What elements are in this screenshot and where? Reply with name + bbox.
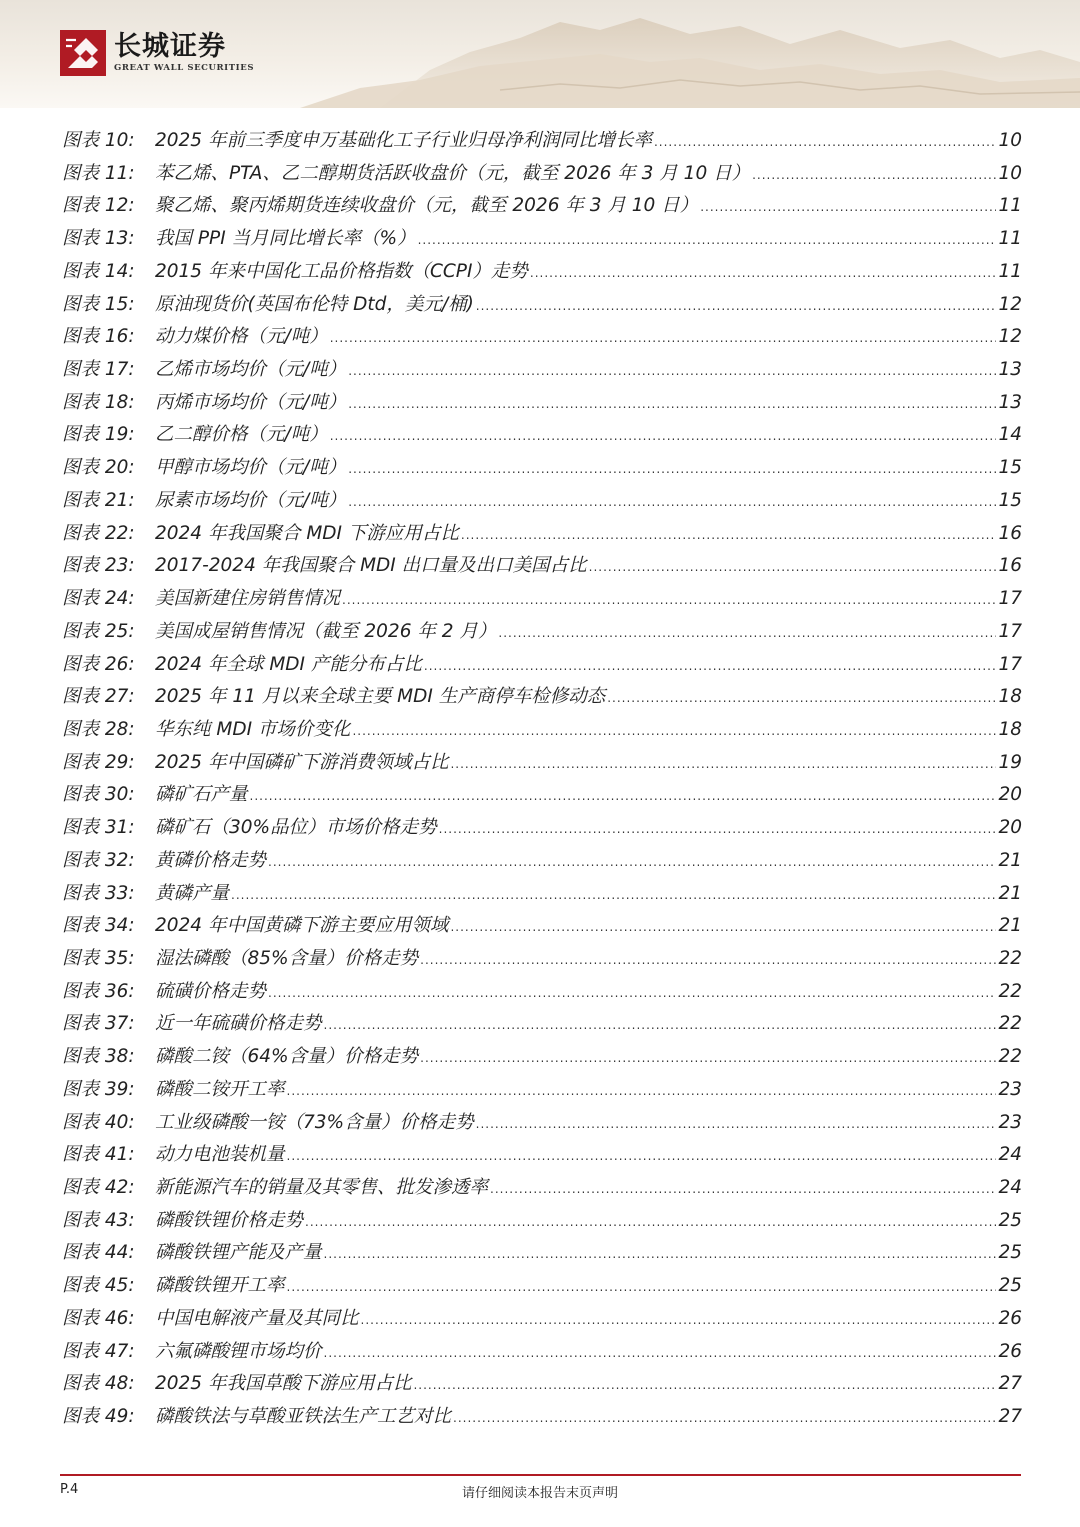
toc-page-number: 22 [998, 980, 1022, 1002]
page-header [0, 0, 1080, 108]
toc-leader-dots [324, 1009, 997, 1042]
toc-entry[interactable] [62, 354, 1022, 387]
toc-leader-dots [439, 813, 997, 846]
toc-figure-label: 图表 21: [62, 489, 135, 511]
toc-leader-dots [361, 1304, 997, 1337]
toc-entry[interactable] [62, 1139, 1022, 1172]
toc-leader-dots [348, 388, 996, 421]
toc-page-number: 11 [998, 195, 1022, 217]
toc-leader-dots [498, 617, 996, 650]
toc-figure-title: 华东纯 MDI 市场价变化 [155, 718, 351, 740]
toc-leader-dots [700, 191, 996, 224]
toc-leader-dots [490, 1173, 996, 1206]
toc-entry[interactable] [62, 452, 1022, 485]
toc-leader-dots [530, 257, 997, 290]
toc-entry[interactable] [62, 910, 1022, 943]
toc-page-number: 12 [998, 326, 1022, 348]
company-logo [60, 30, 254, 76]
toc-figure-label: 图表 16: [62, 326, 135, 348]
toc-figure-title: 六氟磷酸锂市场均价 [155, 1340, 322, 1362]
toc-figure-title: 美国新建住房销售情况 [155, 588, 341, 610]
toc-entry[interactable] [62, 518, 1022, 551]
toc-entry[interactable] [62, 878, 1022, 911]
toc-leader-dots [450, 748, 996, 781]
footer-divider [60, 1474, 1021, 1476]
toc-figure-label: 图表 25: [62, 620, 135, 642]
toc-entry[interactable] [62, 289, 1022, 322]
toc-leader-dots [589, 551, 997, 584]
toc-figure-title: 动力煤价格（元/吨） [155, 326, 328, 348]
page-number: P.4 [60, 1482, 79, 1497]
toc-figure-label: 图表 29: [62, 751, 135, 773]
toc-page-number: 25 [998, 1242, 1022, 1264]
toc-entry[interactable] [62, 1270, 1022, 1303]
toc-page-number: 22 [998, 947, 1022, 969]
toc-leader-dots [607, 682, 996, 715]
toc-entry[interactable] [62, 845, 1022, 878]
toc-entry[interactable] [62, 387, 1022, 420]
toc-leader-dots [305, 1206, 996, 1239]
toc-figure-title: 2024 年全球 MDI 产能分布占比 [155, 653, 422, 675]
toc-leader-dots [348, 486, 996, 519]
toc-figure-label: 图表 20: [62, 457, 135, 479]
toc-figure-title: 丙烯市场均价（元/吨） [155, 391, 347, 413]
toc-page-number: 15 [998, 457, 1022, 479]
toc-figure-title: 黄磷产量 [155, 882, 230, 904]
toc-figure-label: 图表 15: [62, 293, 135, 315]
toc-page-number: 20 [998, 784, 1022, 806]
toc-figure-title: 美国成屋销售情况（截至 2026 年 2 月） [155, 620, 497, 642]
toc-figure-title: 2024 年我国聚合 MDI 下游应用占比 [155, 522, 459, 544]
toc-leader-dots [287, 1140, 997, 1173]
toc-leader-dots [268, 846, 996, 879]
toc-leader-dots [352, 715, 996, 748]
toc-leader-dots [231, 879, 996, 912]
toc-page-number: 26 [998, 1307, 1022, 1329]
toc-figure-title: 湿法磷酸（85%含量）价格走势 [155, 947, 419, 969]
toc-figure-label: 图表 42: [62, 1177, 135, 1198]
toc-figure-label: 图表 36: [62, 980, 135, 1002]
toc-entry[interactable] [62, 714, 1022, 747]
toc-page-number: 24 [998, 1144, 1022, 1166]
toc-figure-label: 图表 14: [62, 260, 135, 282]
toc-page-number: 17 [998, 653, 1022, 675]
toc-leader-dots [413, 1369, 996, 1402]
toc-entry[interactable] [62, 223, 1022, 256]
toc-figure-label: 图表 23: [62, 555, 135, 577]
toc-entry[interactable] [62, 125, 1022, 158]
toc-figure-label: 图表 48: [62, 1373, 135, 1395]
toc-page-number: 21 [998, 915, 1022, 937]
toc-leader-dots [324, 1337, 997, 1370]
toc-figure-title: 磷矿石产量 [155, 784, 248, 806]
toc-figure-title: 尿素市场均价（元/吨） [155, 489, 347, 511]
toc-figure-title: 甲醇市场均价（元/吨） [155, 457, 347, 479]
toc-entry[interactable] [62, 321, 1022, 354]
toc-leader-dots [324, 1238, 997, 1271]
toc-entry[interactable] [62, 485, 1022, 518]
toc-page-number: 27 [998, 1373, 1022, 1395]
toc-entry[interactable] [62, 583, 1022, 616]
toc-figure-title: 2017-2024 年我国聚合 MDI 出口量及出口美国占比 [155, 555, 587, 577]
toc-leader-dots [287, 1271, 997, 1304]
toc-figure-title: 聚乙烯、聚丙烯期货连续收盘价（元，截至 2026 年 3 月 10 日） [155, 195, 699, 217]
toc-figure-label: 图表 30: [62, 784, 135, 806]
toc-page-number: 20 [998, 817, 1022, 839]
toc-figure-label: 图表 43: [62, 1209, 135, 1231]
toc-figure-title: 2015 年来中国化工品价格指数（CCPI）走势 [155, 260, 528, 282]
toc-entry[interactable] [62, 747, 1022, 780]
toc-figure-label: 图表 46: [62, 1307, 135, 1329]
toc-figure-title: 乙烯市场均价（元/吨） [155, 359, 347, 381]
toc-entry[interactable] [62, 158, 1022, 191]
toc-figure-title: 磷酸铁锂产能及产量 [155, 1242, 322, 1264]
toc-figure-label: 图表 34: [62, 915, 135, 937]
toc-figure-label: 图表 49: [62, 1406, 135, 1428]
toc-entry[interactable] [62, 1401, 1022, 1434]
toc-page-number: 10 [998, 162, 1022, 184]
toc-entry[interactable] [62, 1336, 1022, 1369]
toc-figure-label: 图表 18: [62, 391, 135, 413]
toc-figure-label: 图表 22: [62, 522, 135, 544]
footer-disclaimer: 请仔细阅读本报告末页声明 [461, 1486, 618, 1501]
toc-leader-dots [476, 1108, 997, 1141]
toc-page-number: 18 [998, 686, 1022, 708]
toc-page-number: 13 [998, 359, 1022, 381]
toc-page-number: 17 [998, 620, 1022, 642]
toc-figure-title: 2025 年我国草酸下游应用占比 [155, 1373, 412, 1395]
toc-figure-title: 动力电池装机量 [155, 1144, 285, 1166]
toc-entry[interactable] [62, 649, 1022, 682]
toc-figure-title: 磷酸铁法与草酸亚铁法生产工艺对比 [155, 1406, 452, 1428]
toc-leader-dots [461, 519, 997, 552]
toc-leader-dots [342, 584, 996, 617]
toc-figure-title: 乙二醇价格（元/吨） [155, 424, 328, 446]
toc-page-number: 21 [998, 849, 1022, 871]
toc-entry[interactable] [62, 1041, 1022, 1074]
toc-figure-label: 图表 44: [62, 1242, 135, 1264]
toc-entry[interactable] [62, 1303, 1022, 1336]
toc-figure-label: 图表 45: [62, 1275, 135, 1297]
toc-figure-title: 我国 PPI 当月同比增长率（%） [155, 228, 416, 250]
toc-page-number: 22 [998, 1046, 1022, 1068]
toc-entry[interactable] [62, 1008, 1022, 1041]
toc-leader-dots [287, 1075, 997, 1108]
toc-page-number: 11 [998, 228, 1022, 250]
toc-page-number: 10 [998, 130, 1022, 151]
toc-leader-dots [330, 420, 997, 453]
toc-figure-label: 图表 35: [62, 947, 135, 969]
toc-figure-title: 中国电解液产量及其同比 [155, 1307, 359, 1329]
toc-page-number: 25 [998, 1275, 1022, 1297]
toc-entry[interactable] [62, 943, 1022, 976]
toc-entry[interactable] [62, 1368, 1022, 1401]
toc-leader-dots [420, 1042, 996, 1075]
toc-entry[interactable] [62, 550, 1022, 583]
toc-page-number: 13 [998, 391, 1022, 413]
toc-page-number: 12 [998, 293, 1022, 315]
toc-leader-dots [654, 126, 996, 159]
toc-figure-label: 图表 24: [62, 588, 135, 610]
toc-figure-label: 图表 37: [62, 1013, 135, 1035]
toc-entry[interactable] [62, 190, 1022, 223]
toc-figure-title: 2025 年前三季度申万基础化工子行业归母净利润同比增长率 [155, 130, 652, 151]
toc-figure-title: 磷矿石（30%品位）市场价格走势 [155, 817, 437, 839]
toc-figure-label: 图表 19: [62, 424, 135, 446]
toc-entry[interactable] [62, 681, 1022, 714]
toc-leader-dots [450, 911, 996, 944]
toc-figure-title: 磷酸二铵（64%含量）价格走势 [155, 1046, 419, 1068]
toc-page-number: 16 [998, 555, 1022, 577]
toc-figure-title: 磷酸铁锂开工率 [155, 1275, 285, 1297]
toc-entry[interactable] [62, 1074, 1022, 1107]
toc-figure-title: 2024 年中国黄磷下游主要应用领域 [155, 915, 449, 937]
toc-page-number: 15 [998, 489, 1022, 511]
toc-entry[interactable] [62, 812, 1022, 845]
logo-chinese-name: 长城证券 [114, 31, 226, 62]
toc-page-number: 21 [998, 882, 1022, 904]
toc-figure-label: 图表 26: [62, 653, 135, 675]
toc-page-number: 23 [998, 1111, 1022, 1133]
toc-figure-label: 图表 27: [62, 686, 135, 708]
toc-entry[interactable] [62, 616, 1022, 649]
toc-page-number: 27 [998, 1406, 1022, 1428]
toc-figure-title: 磷酸铁锂价格走势 [155, 1209, 304, 1231]
toc-leader-dots [752, 159, 996, 192]
toc-figure-label: 图表 10: [62, 130, 135, 151]
toc-entry[interactable] [62, 1107, 1022, 1140]
toc-figure-label: 图表 32: [62, 849, 135, 871]
toc-page-number: 17 [998, 588, 1022, 610]
toc-entry[interactable] [62, 976, 1022, 1009]
toc-entry[interactable] [62, 256, 1022, 289]
toc-figure-title: 2025 年 11 月以来全球主要 MDI 生产商停车检修动态 [155, 686, 606, 708]
toc-figure-label: 图表 28: [62, 718, 135, 740]
toc-leader-dots [348, 355, 996, 388]
toc-figure-title: 黄磷价格走势 [155, 849, 267, 871]
toc-figure-title: 新能源汽车的销量及其零售、批发渗透率 [155, 1177, 489, 1198]
toc-figure-title: 磷酸二铵开工率 [155, 1078, 285, 1100]
toc-leader-dots [476, 290, 997, 323]
toc-figure-label: 图表 39: [62, 1078, 135, 1100]
toc-entry[interactable] [62, 779, 1022, 812]
toc-entry[interactable] [62, 419, 1022, 452]
toc-entry[interactable] [62, 1172, 1022, 1205]
toc-figure-label: 图表 40: [62, 1111, 135, 1133]
toc-page-number: 22 [998, 1013, 1022, 1035]
toc-figure-title: 工业级磷酸一铵（73%含量）价格走势 [155, 1111, 474, 1133]
toc-leader-dots [348, 453, 996, 486]
toc-entry[interactable] [62, 1205, 1022, 1238]
toc-page-number: 16 [998, 522, 1022, 544]
toc-figure-label: 图表 17: [62, 359, 135, 381]
toc-figure-label: 图表 12: [62, 195, 135, 217]
toc-figure-label: 图表 33: [62, 882, 135, 904]
toc-figure-label: 图表 38: [62, 1046, 135, 1068]
toc-figure-label: 图表 13: [62, 228, 135, 250]
toc-page-number: 19 [998, 751, 1022, 773]
toc-entry[interactable] [62, 1237, 1022, 1270]
great-wall-logo-icon [60, 30, 106, 76]
toc-figure-label: 图表 47: [62, 1340, 135, 1362]
logo-english-name: GREAT WALL SECURITIES [114, 63, 255, 73]
toc-figure-title: 原油现货价(英国布伦特 Dtd，美元/桶) [155, 293, 474, 315]
toc-leader-dots [420, 944, 996, 977]
toc-figure-title: 2025 年中国磷矿下游消费领域占比 [155, 751, 449, 773]
toc-figure-label: 图表 11: [62, 162, 135, 184]
toc-page-number: 23 [998, 1078, 1022, 1100]
toc-page-number: 26 [998, 1340, 1022, 1362]
toc-figure-label: 图表 41: [62, 1144, 135, 1166]
toc-figure-title: 近一年硫磺价格走势 [155, 1013, 322, 1035]
toc-leader-dots [330, 322, 997, 355]
toc-leader-dots [250, 780, 997, 813]
toc-leader-dots [268, 977, 996, 1010]
toc-leader-dots [424, 650, 997, 683]
toc-figure-label: 图表 31: [62, 817, 135, 839]
toc-page-number: 18 [998, 718, 1022, 740]
toc-leader-dots [453, 1402, 996, 1435]
toc-leader-dots [418, 224, 997, 257]
toc-page-number: 25 [998, 1209, 1022, 1231]
toc-page-number: 11 [998, 260, 1022, 282]
figure-list [62, 125, 1022, 1434]
toc-figure-title: 苯乙烯、PTA、乙二醇期货活跃收盘价（元，截至 2026 年 3 月 10 日） [155, 162, 751, 184]
toc-page-number: 24 [998, 1177, 1022, 1198]
toc-figure-title: 硫磺价格走势 [155, 980, 267, 1002]
toc-page-number: 14 [998, 424, 1022, 446]
